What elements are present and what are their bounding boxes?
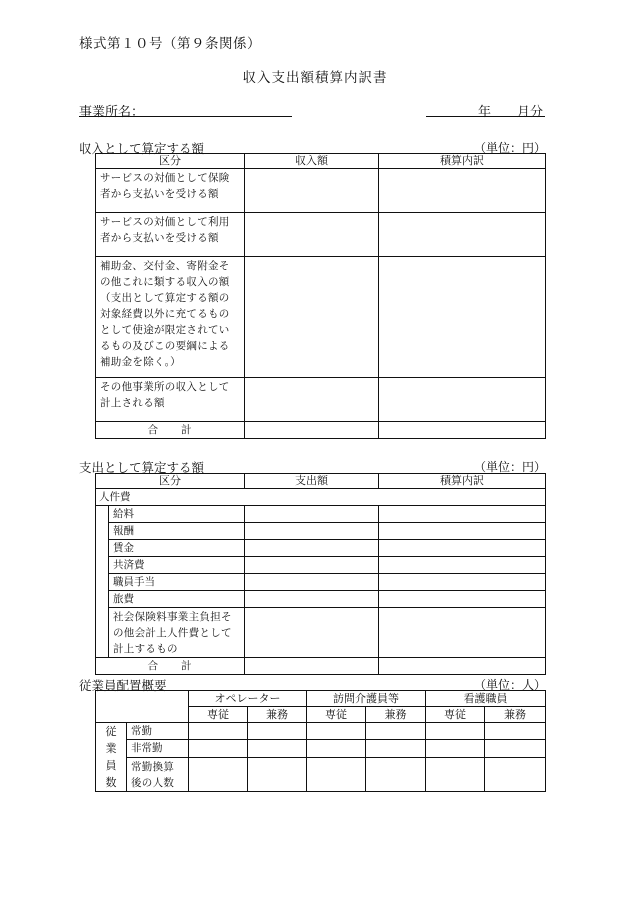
staff-count-cell[interactable] [426,757,485,792]
expense-group-label: 人件費 [96,489,546,506]
expense-amount-cell[interactable] [245,574,379,591]
staff-row-group-label: 従 業 員 数 [96,723,127,792]
expense-item-label: 職員手当 [109,574,245,591]
staff-count-cell[interactable] [366,740,426,757]
month-label: 月分 [517,105,544,120]
income-total-row [96,422,546,439]
staff-subcol-concurrent: 兼務 [485,707,546,723]
expense-amount-cell[interactable] [245,557,379,574]
table-row [96,213,546,257]
staff-count-cell[interactable] [307,757,366,792]
income-col-breakdown: 積算内訳 [379,154,546,169]
income-amount-cell[interactable] [245,257,379,378]
expense-total-label: 合 計 [96,658,245,675]
staff-subcol-fulltime: 専従 [189,707,248,723]
expense-amount-cell[interactable] [245,591,379,608]
staff-header-row-1 [96,691,546,707]
staff-subcol-fulltime: 専従 [307,707,366,723]
period-field-line [426,116,545,117]
staff-count-cell[interactable] [189,723,248,740]
expense-amount-cell[interactable] [245,523,379,540]
staff-corner-cell [96,691,189,723]
expense-col-breakdown: 積算内訳 [379,474,546,489]
expense-unit: （単位：円） [474,460,547,474]
expense-breakdown-cell[interactable] [379,557,546,574]
table-row [96,740,546,757]
staff-count-cell[interactable] [485,723,546,740]
staff-count-cell[interactable] [248,723,307,740]
income-total-breakdown-cell[interactable] [379,422,546,439]
table-row [96,591,546,608]
table-row [96,608,546,658]
table-row [96,506,546,523]
expense-breakdown-cell[interactable] [379,591,546,608]
expense-total-breakdown-cell[interactable] [379,658,546,675]
table-row [96,574,546,591]
expense-item-label: 社会保険料事業主負担その他会計上人件費として計上するもの [109,608,245,658]
expense-total-amount-cell[interactable] [245,658,379,675]
income-breakdown-cell[interactable] [379,169,546,213]
expense-breakdown-cell[interactable] [379,523,546,540]
expense-item-label: 旅費 [109,591,245,608]
staff-row-label-fulltime: 常勤 [127,723,189,740]
income-col-amount: 収入額 [245,154,379,169]
staff-row-label-fte: 常勤換算後の人数 [127,757,189,792]
office-name-label: 事業所名： [79,105,145,120]
income-total-amount-cell[interactable] [245,422,379,439]
income-row-subsidy-label: 補助金、交付金、寄附金その他これに類する収入の額（支出として算定する額の対象経費以外に充てるものとして使途が限定されているもの及びこの要綱による補助金を除く。） [96,257,245,378]
form-number: 様式第１０号（第９条関係） [79,36,261,52]
staff-count-cell[interactable] [485,757,546,792]
staff-count-cell[interactable] [307,740,366,757]
staff-count-cell[interactable] [189,740,248,757]
table-row [96,557,546,574]
staff-unit: （単位：人） [474,678,547,692]
expense-col-amount: 支出額 [245,474,379,489]
expense-item-label: 報酬 [109,523,245,540]
expense-breakdown-cell[interactable] [379,608,546,658]
staff-count-cell[interactable] [366,757,426,792]
table-row [96,723,546,740]
expense-header-row [96,474,546,489]
document-title: 収入支出額積算内訳書 [242,70,388,86]
expense-indent-cell [96,506,109,658]
income-total-label: 合 計 [96,422,245,439]
expense-breakdown-cell[interactable] [379,506,546,523]
table-row [96,757,546,792]
income-row-user-label: サービスの対価として利用者から支払いを受ける額 [96,213,245,257]
expense-section-title: 支出として算定する額 [79,460,205,475]
staff-subcol-fulltime: 専従 [426,707,485,723]
expense-breakdown-cell[interactable] [379,574,546,591]
table-row [96,523,546,540]
staff-group-home-helper: 訪問介護員等 [307,691,426,707]
income-breakdown-cell[interactable] [379,378,546,422]
office-name-field-line [79,116,292,117]
expense-group-row [96,489,546,506]
income-unit: （単位：円） [474,141,547,155]
income-section-title: 収入として算定する額 [79,141,205,156]
staff-count-cell[interactable] [189,757,248,792]
staff-group-nurse: 看護職員 [426,691,546,707]
staff-subcol-concurrent: 兼務 [366,707,426,723]
expense-breakdown-cell[interactable] [379,540,546,557]
income-amount-cell[interactable] [245,378,379,422]
table-row [96,169,546,213]
staff-group-operator: オペレーター [189,691,307,707]
income-row-other-label: その他事業所の収入として計上される額 [96,378,245,422]
staff-subcol-concurrent: 兼務 [248,707,307,723]
staff-table [95,690,546,792]
expense-col-category: 区分 [96,474,245,489]
expense-item-label: 共済費 [109,557,245,574]
income-amount-cell[interactable] [245,213,379,257]
expense-amount-cell[interactable] [245,608,379,658]
year-label: 年 [478,105,492,120]
staff-count-cell[interactable] [248,740,307,757]
table-row [96,540,546,557]
expense-item-label: 賃金 [109,540,245,557]
income-breakdown-cell[interactable] [379,213,546,257]
expense-amount-cell[interactable] [245,540,379,557]
income-amount-cell[interactable] [245,169,379,213]
expense-item-label: 給料 [109,506,245,523]
staff-count-cell[interactable] [307,723,366,740]
income-row-insurer-label: サービスの対価として保険者から支払いを受ける額 [96,169,245,213]
expense-table [95,473,546,675]
income-breakdown-cell[interactable] [379,257,546,378]
income-table [95,153,546,439]
staff-count-cell[interactable] [426,740,485,757]
expense-total-row [96,658,546,675]
staff-count-cell[interactable] [426,723,485,740]
staff-section-title: 従業員配置概要 [79,678,167,693]
income-header-row [96,154,546,169]
staff-count-cell[interactable] [485,740,546,757]
income-col-category: 区分 [96,154,245,169]
staff-row-label-parttime: 非常勤 [127,740,189,757]
staff-count-cell[interactable] [248,757,307,792]
expense-amount-cell[interactable] [245,506,379,523]
table-row [96,378,546,422]
staff-count-cell[interactable] [366,723,426,740]
table-row [96,257,546,378]
